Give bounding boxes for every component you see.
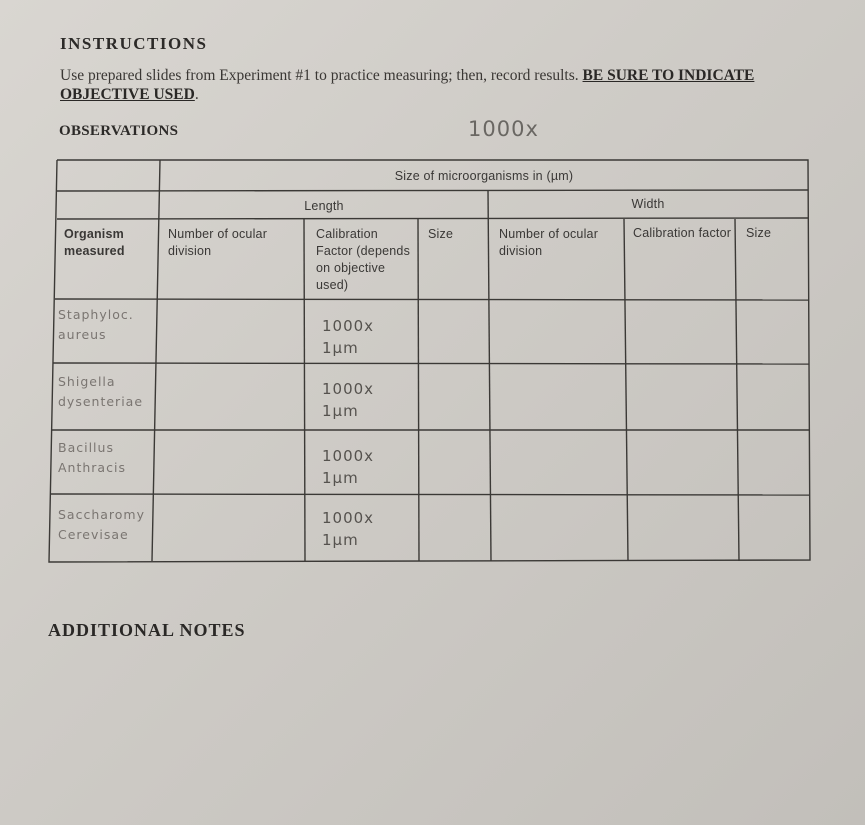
header-length-factor: Calibration Factor (depends on objective used): [316, 227, 411, 292]
table-row-organism: [58, 438, 126, 478]
handwritten-magnification: 1000x: [468, 117, 539, 141]
organism-name-line1: Shigella: [58, 374, 116, 389]
factor-line1: 1000x: [322, 447, 375, 465]
additional-notes-heading: ADDITIONAL NOTES: [48, 620, 246, 640]
table-title: Size of microorganisms in (µm): [394, 169, 574, 183]
table-row-organism: [58, 305, 134, 345]
factor-line2: 1µm: [322, 402, 359, 420]
header-length-ocular: Number of ocular division: [168, 227, 268, 258]
table-row-factor: [322, 445, 374, 489]
factor-line1: 1000x: [322, 317, 375, 335]
organism-name-line2: Cerevisae: [58, 527, 129, 542]
instructions-emphasis: BE SURE TO INDICATE OBJECTIVE USED: [60, 67, 755, 103]
header-length-size: Size: [428, 227, 454, 241]
instructions-heading: INSTRUCTIONS: [60, 34, 208, 53]
observations-heading: OBSERVATIONS: [59, 123, 179, 139]
table-row-organism: [58, 505, 145, 545]
organism-name-line1: Saccharomy: [58, 507, 146, 522]
table-row-factor: [322, 315, 374, 359]
instructions-body: Use prepared slides from Experiment #1 to practice measuring; then, record results.: [60, 67, 579, 84]
header-organism: Organism measured: [64, 227, 125, 258]
header-width-ocular: Number of ocular division: [499, 227, 599, 258]
table-row-factor: [322, 507, 374, 551]
factor-line2: 1µm: [322, 469, 359, 487]
instructions-end: .: [194, 86, 199, 103]
organism-name-line1: Bacillus: [58, 440, 114, 455]
table-row-factor: [322, 378, 374, 422]
factor-line1: 1000x: [322, 509, 375, 527]
organism-name-line1: Staphyloc.: [58, 307, 134, 322]
width-group-header: Width: [631, 197, 665, 211]
factor-line2: 1µm: [322, 339, 359, 357]
factor-line2: 1µm: [322, 531, 359, 549]
organism-name-line2: dysenteriae: [58, 394, 144, 409]
factor-line1: 1000x: [322, 380, 375, 398]
header-width-factor: Calibration factor: [633, 226, 732, 240]
length-group-header: Length: [304, 199, 344, 213]
organism-name-line2: aureus: [58, 327, 107, 342]
header-width-size: Size: [746, 226, 772, 240]
table-row-organism: [58, 372, 143, 412]
organism-name-line2: Anthracis: [58, 460, 126, 475]
